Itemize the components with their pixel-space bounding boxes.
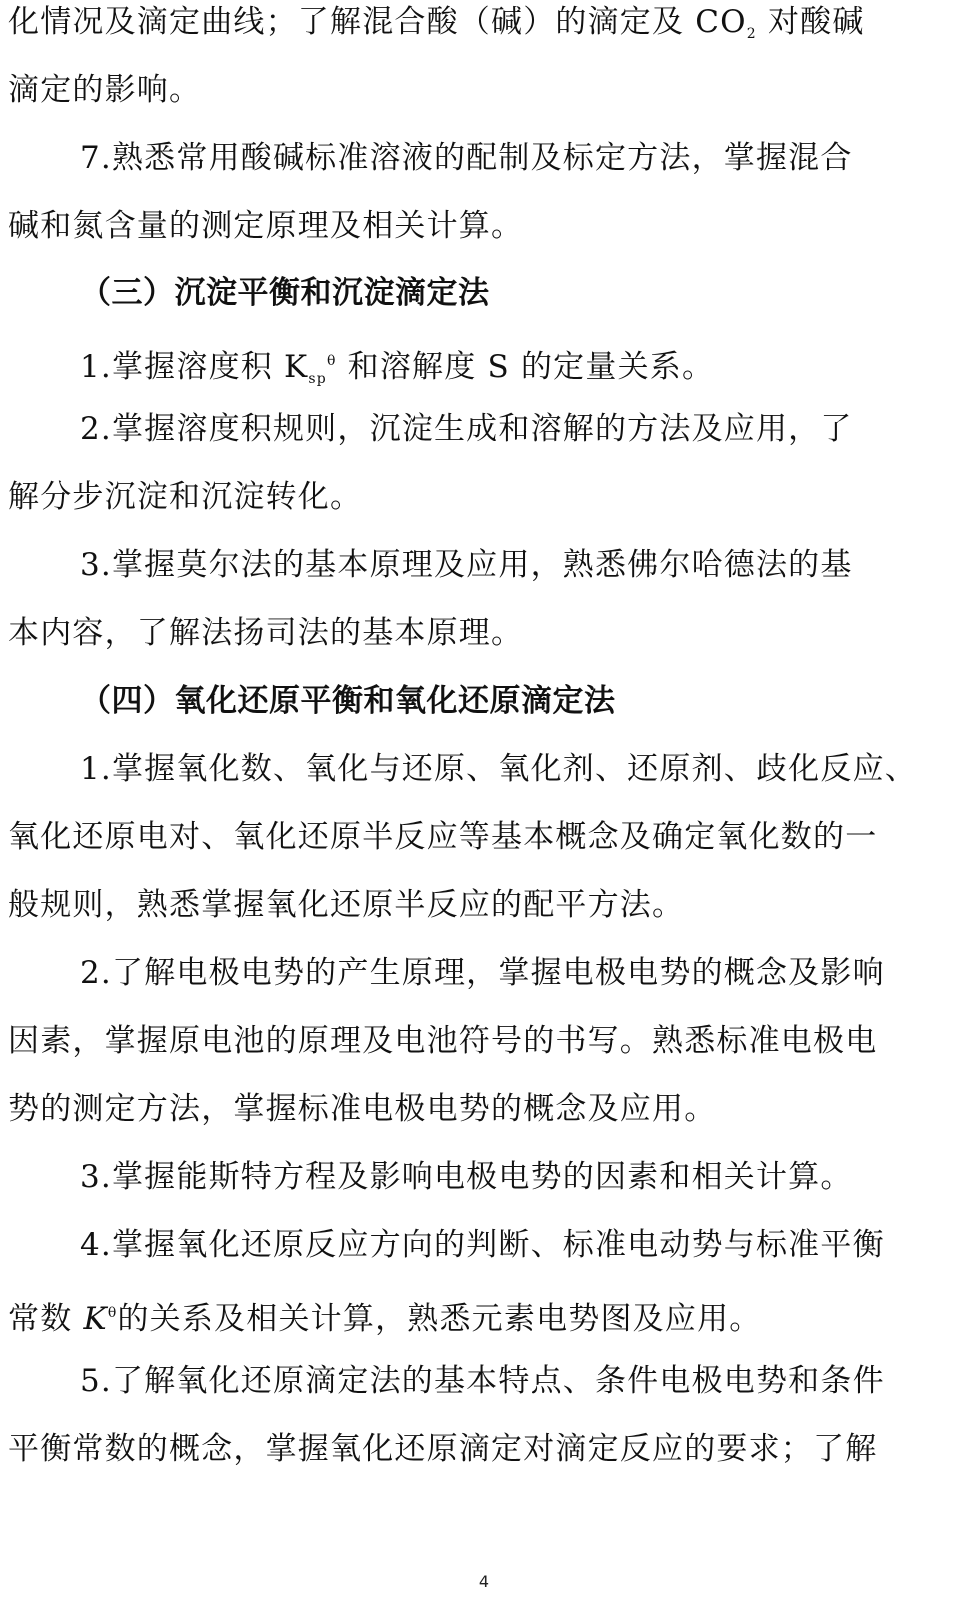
paragraph-line: 解分步沉淀和沉淀转化。 [8, 479, 363, 515]
paragraph-line: 3.掌握能斯特方程及影响电极电势的因素和相关计算。 [80, 1159, 853, 1195]
paragraph-line: 7.熟悉常用酸碱标准溶液的配制及标定方法，掌握混合 [80, 140, 853, 176]
paragraph-line: 1.掌握氧化数、氧化与还原、氧化剂、还原剂、歧化反应、 [80, 751, 917, 787]
paragraph-line: 常数 $K^\theta$的关系及相关计算，熟悉元素电势图及应用。 [8, 1301, 762, 1337]
subscript: sp [308, 371, 327, 387]
paragraph-line: 因素，掌握原电池的原理及电池符号的书写。熟悉标准电极电 [8, 1023, 878, 1059]
subscript: 2 [746, 26, 757, 42]
paragraph-line: 4.掌握氧化还原反应方向的判断、标准电动势与标准平衡 [80, 1227, 885, 1263]
paragraph-line: 般规则，熟悉掌握氧化还原半反应的配平方法。 [8, 887, 685, 923]
section-heading: （三）沉淀平衡和沉淀滴定法 [80, 275, 490, 311]
italic-symbol: K [83, 1301, 108, 1337]
paragraph-line: 碱和氮含量的测定原理及相关计算。 [8, 208, 524, 244]
page-number: 4 [478, 1572, 490, 1591]
paragraph-line: 3.掌握莫尔法的基本原理及应用，熟悉佛尔哈德法的基 [80, 547, 853, 583]
superscript: θ [326, 353, 337, 369]
paragraph-line: 本内容，了解法扬司法的基本原理。 [8, 615, 524, 651]
paragraph-line: 2.掌握溶度积规则，沉淀生成和溶解的方法及应用，了 [80, 411, 853, 447]
paragraph-line: 2.了解电极电势的产生原理，掌握电极电势的概念及影响 [80, 955, 885, 991]
paragraph-line: 平衡常数的概念，掌握氧化还原滴定对滴定反应的要求；了解 [8, 1431, 878, 1467]
paragraph-line: 1.掌握溶度积 $K_{sp}^\theta$ 和溶解度 S 的定量关系。 [80, 349, 715, 387]
section-heading: （四）氧化还原平衡和氧化还原滴定法 [80, 683, 616, 719]
paragraph-line: 氧化还原电对、氧化还原半反应等基本概念及确定氧化数的一 [8, 819, 878, 855]
paragraph-line: 5.了解氧化还原滴定法的基本特点、条件电极电势和条件 [80, 1363, 885, 1399]
paragraph-line: 滴定的影响。 [8, 72, 202, 108]
paragraph-line: 化情况及滴定曲线；了解混合酸（碱）的滴定及 $CO_2$ 对酸碱 [8, 4, 865, 42]
superscript: θ [107, 1305, 118, 1321]
paragraph-line: 势的测定方法，掌握标准电极电势的概念及应用。 [8, 1091, 717, 1127]
